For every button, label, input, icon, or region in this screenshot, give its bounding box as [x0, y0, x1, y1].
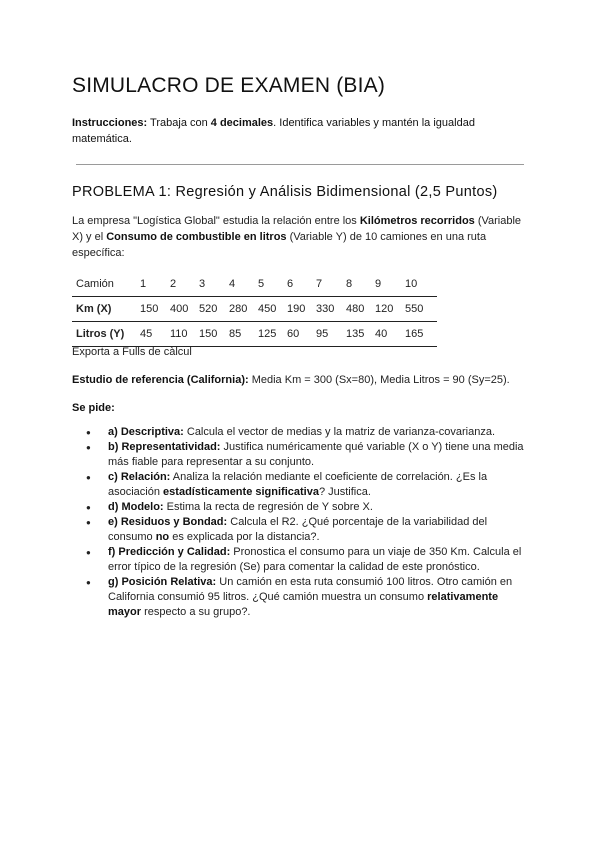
item-text-2: respecto a su grupo?.	[141, 606, 251, 618]
intro-text-2: (Variable X) y el	[72, 215, 522, 243]
item-text: Justifica numéricamente qué variable (X o Y) tiene una media más fiable para representar a su conjunto.	[108, 441, 524, 468]
header-cell: 3	[199, 278, 206, 290]
header-cell: 2	[170, 278, 177, 290]
header-cell: 6	[287, 278, 294, 290]
instructions-text-2: . Identifica variables y mantén la igualdad matemática.	[72, 117, 475, 145]
item-label: b) Representatividad:	[108, 441, 221, 453]
header-cell: 1	[140, 278, 147, 290]
item-label: f) Predicción y Calidad:	[108, 546, 231, 558]
table-cell: 480	[346, 297, 375, 322]
reference-text: Media Km = 300 (Sx=80), Media Litros = 90 (Sy=25).	[248, 374, 510, 386]
instructions-bold-decimals: 4 decimales	[210, 117, 274, 129]
table-cell: 400	[170, 297, 199, 322]
row-label-litros: Litros (Y)	[72, 322, 140, 347]
table-cell: 165	[405, 322, 437, 347]
header-cell: 8	[346, 278, 353, 290]
header-cell: 10	[405, 278, 418, 290]
reference-label: Estudio de referencia (California):	[72, 374, 249, 386]
header-cell-camion: Camión	[76, 278, 114, 290]
problem-intro	[72, 213, 528, 261]
table-cell: 550	[405, 297, 437, 322]
table-cell: 280	[229, 297, 258, 322]
table-cell: 190	[287, 297, 316, 322]
list-item	[72, 515, 528, 545]
item-bold: estadísticamente significativa	[163, 486, 319, 498]
data-table	[72, 272, 437, 347]
tasks-list	[72, 425, 528, 620]
table-cell: 330	[316, 297, 346, 322]
table-cell: 150	[199, 322, 229, 347]
tasks-label: Se pide:	[72, 402, 115, 414]
item-text-2: es explicada por la distancia?.	[169, 531, 320, 543]
item-label: c) Relación:	[108, 471, 171, 483]
table-cell: 520	[199, 297, 229, 322]
table-cell: 85	[229, 322, 258, 347]
table-cell: 450	[258, 297, 287, 322]
instructions-text-1: Trabaja con	[147, 117, 211, 129]
item-text: Pronostica el consumo para un viaje de 350 Km. Calcula el error típico de la regresión (Se) para comentar la calidad de este pronóstico.	[108, 546, 522, 573]
item-text-2: ? Justifica.	[318, 486, 371, 498]
table-row-litros	[72, 322, 437, 347]
table-row-km	[72, 297, 437, 322]
header-cell: 7	[316, 278, 323, 290]
item-text: Estima la recta de regresión de Y sobre X.	[163, 501, 373, 513]
intro-bold-consumo: Consumo de combustible en litros	[106, 231, 287, 243]
table-cell: 45	[140, 322, 170, 347]
item-text: Un camión en esta ruta consumió 100 litros. Otro camión en California consumió 95 litros. ¿Qué camión muestra un consumo	[108, 576, 513, 603]
table-cell: 120	[375, 297, 405, 322]
table-cell: 60	[287, 322, 316, 347]
header-cell: 9	[375, 278, 382, 290]
instructions-label: Instrucciones:	[72, 117, 148, 129]
item-bold: no	[155, 531, 170, 543]
item-bold: relativamente mayor	[108, 591, 499, 618]
instructions	[72, 115, 528, 147]
intro-text-1: La empresa "Logística Global" estudia la relación entre los	[72, 215, 360, 227]
item-text: Calcula el R2. ¿Qué porcentaje de la variabilidad del consumo	[108, 516, 488, 543]
table-cell: 135	[346, 322, 375, 347]
row-label-km: Km (X)	[72, 297, 140, 322]
table-cell: 40	[375, 322, 405, 347]
item-text: Calcula el vector de medias y la matriz de varianza-covarianza.	[183, 426, 496, 438]
horizontal-divider	[76, 164, 524, 165]
list-item	[72, 440, 528, 470]
table-cell: 110	[170, 322, 199, 347]
item-label: d) Modelo:	[108, 501, 164, 513]
list-item	[72, 470, 528, 500]
reference-study	[72, 374, 510, 386]
intro-text-3: (Variable Y) de 10 camiones en una ruta específica:	[72, 231, 487, 259]
item-label: g) Posición Relativa:	[108, 576, 217, 588]
problem-heading: PROBLEMA 1: Regresión y Análisis Bidimensional (2,5 Puntos)	[72, 184, 498, 200]
page-title: SIMULACRO DE EXAMEN (BIA)	[72, 74, 386, 97]
item-label: e) Residuos y Bondad:	[108, 516, 228, 528]
item-label: a) Descriptiva:	[108, 426, 184, 438]
header-cell: 5	[258, 278, 265, 290]
table-cell: 95	[316, 322, 346, 347]
list-item	[72, 500, 528, 515]
list-item	[72, 425, 528, 440]
item-text: Analiza la relación mediante el coeficiente de correlación. ¿Es la asociación	[108, 471, 488, 498]
header-cell: 4	[229, 278, 236, 290]
table-header-row	[72, 272, 437, 297]
table-cell: 125	[258, 322, 287, 347]
list-item	[72, 575, 528, 620]
list-item	[72, 545, 528, 575]
export-to-spreadsheet-link[interactable]: Exporta a Fulls de càlcul	[72, 346, 192, 358]
intro-bold-km: Kilómetros recorridos	[359, 215, 475, 227]
table-cell: 150	[140, 297, 170, 322]
